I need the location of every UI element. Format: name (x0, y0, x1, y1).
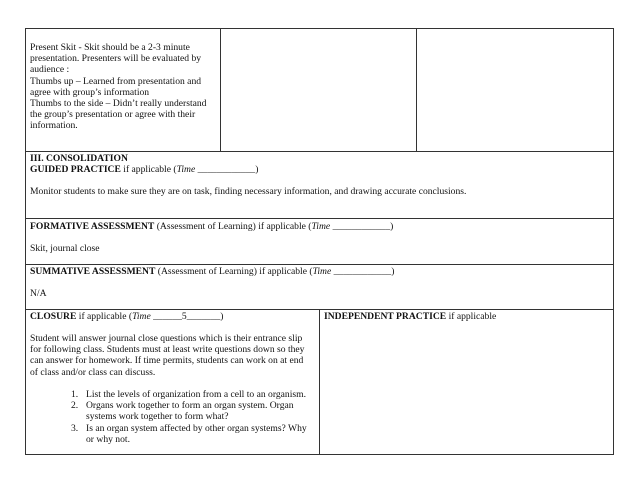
present-skit-cell (25, 28, 221, 152)
consolidation-block (30, 153, 258, 175)
present-skit-line: audience : (30, 64, 70, 76)
list-item (71, 389, 321, 400)
closure-cell (25, 309, 320, 455)
formative-label: FORMATIVE ASSESSMENT (30, 221, 155, 232)
question-line: Organs work together to form an organ system. Organ (86, 400, 294, 412)
present-skit-line: Present Skit - Skit should be a 2-3 minute (30, 42, 190, 53)
closure-text-line: Student will answer journal close questions which is their entrance slip (30, 333, 303, 344)
independent-suffix: if applicable (446, 311, 497, 322)
closure-heading (30, 311, 224, 322)
closure-time-blank: ______5_______ (150, 311, 221, 322)
closure-close-paren: ) (220, 311, 224, 322)
summative-close-paren: ) (391, 266, 395, 277)
consolidation-heading: III. CONSOLIDATION (30, 153, 128, 164)
summative-middle: (Assessment of Learning) if applicable ( (155, 266, 313, 277)
independent-heading (324, 311, 496, 322)
formative-text: Skit, journal close (30, 243, 100, 254)
guided-close-paren: ) (255, 164, 259, 176)
closure-text-line: for following class. Students must at least write questions down so they (30, 344, 305, 356)
question-line: List the levels of organization from a cell to an organism. (86, 389, 306, 400)
formative-heading (30, 221, 393, 232)
formative-middle: (Assessment of Learning) if applicable ( (154, 221, 312, 232)
present-skit-line: Thumbs up – Learned from presentation and (30, 75, 202, 87)
present-skit-line: presentation. Presenters will be evaluated by (30, 53, 202, 65)
closure-text-line: of class and/or class can discuss. (30, 366, 156, 378)
summative-time-blank: ____________ (331, 266, 392, 277)
summative-assessment-cell (25, 264, 614, 310)
question-line: systems work together to form what? (86, 411, 229, 423)
present-skit-line: the group’s presentation or agree with their (30, 109, 196, 121)
summative-heading (30, 266, 394, 277)
summative-label: SUMMATIVE ASSESSMENT (30, 266, 156, 277)
guided-time-blank: ____________ (195, 164, 256, 176)
question-line: or why not. (86, 433, 130, 445)
right-empty-cell (416, 28, 614, 152)
question-number: 1. (71, 389, 79, 400)
closure-time-label: Time (132, 311, 151, 322)
summative-time-label: Time (312, 266, 332, 277)
formative-close-paren: ) (390, 221, 394, 232)
list-item (71, 423, 321, 445)
list-item (71, 400, 321, 422)
present-skit-line: information. (30, 120, 78, 132)
present-skit-text (30, 42, 206, 132)
guided-practice-text: Monitor students to make sure they are on task, finding necessary information, and drawing accurate conclusions. (30, 186, 467, 197)
guided-time-label: Time (176, 164, 196, 176)
guided-suffix: if applicable ( (120, 164, 177, 176)
formative-assessment-cell (25, 218, 614, 265)
middle-empty-cell (220, 28, 417, 152)
closure-question-list (71, 389, 321, 445)
summative-text: N/A (30, 288, 47, 299)
guided-practice-cell (25, 151, 614, 219)
present-skit-line: agree with group’s information (30, 86, 150, 98)
closure-label: CLOSURE (30, 311, 77, 322)
independent-practice-cell (319, 309, 614, 455)
formative-time-label: Time (311, 221, 331, 232)
question-number: 3. (71, 422, 79, 434)
closure-text (30, 333, 304, 378)
independent-label: INDEPENDENT PRACTICE (324, 311, 447, 322)
formative-time-blank: ____________ (330, 221, 391, 232)
closure-text-line: can answer for homework. If time permits, students can work on at end (30, 355, 304, 367)
present-skit-line: Thumbs to the side – Didn’t really understand (30, 98, 207, 110)
guided-practice-label: GUIDED PRACTICE (30, 164, 121, 176)
closure-suffix: if applicable ( (76, 311, 133, 322)
question-number: 2. (71, 400, 79, 412)
question-line: Is an organ system affected by other organ systems? Why (86, 422, 307, 434)
